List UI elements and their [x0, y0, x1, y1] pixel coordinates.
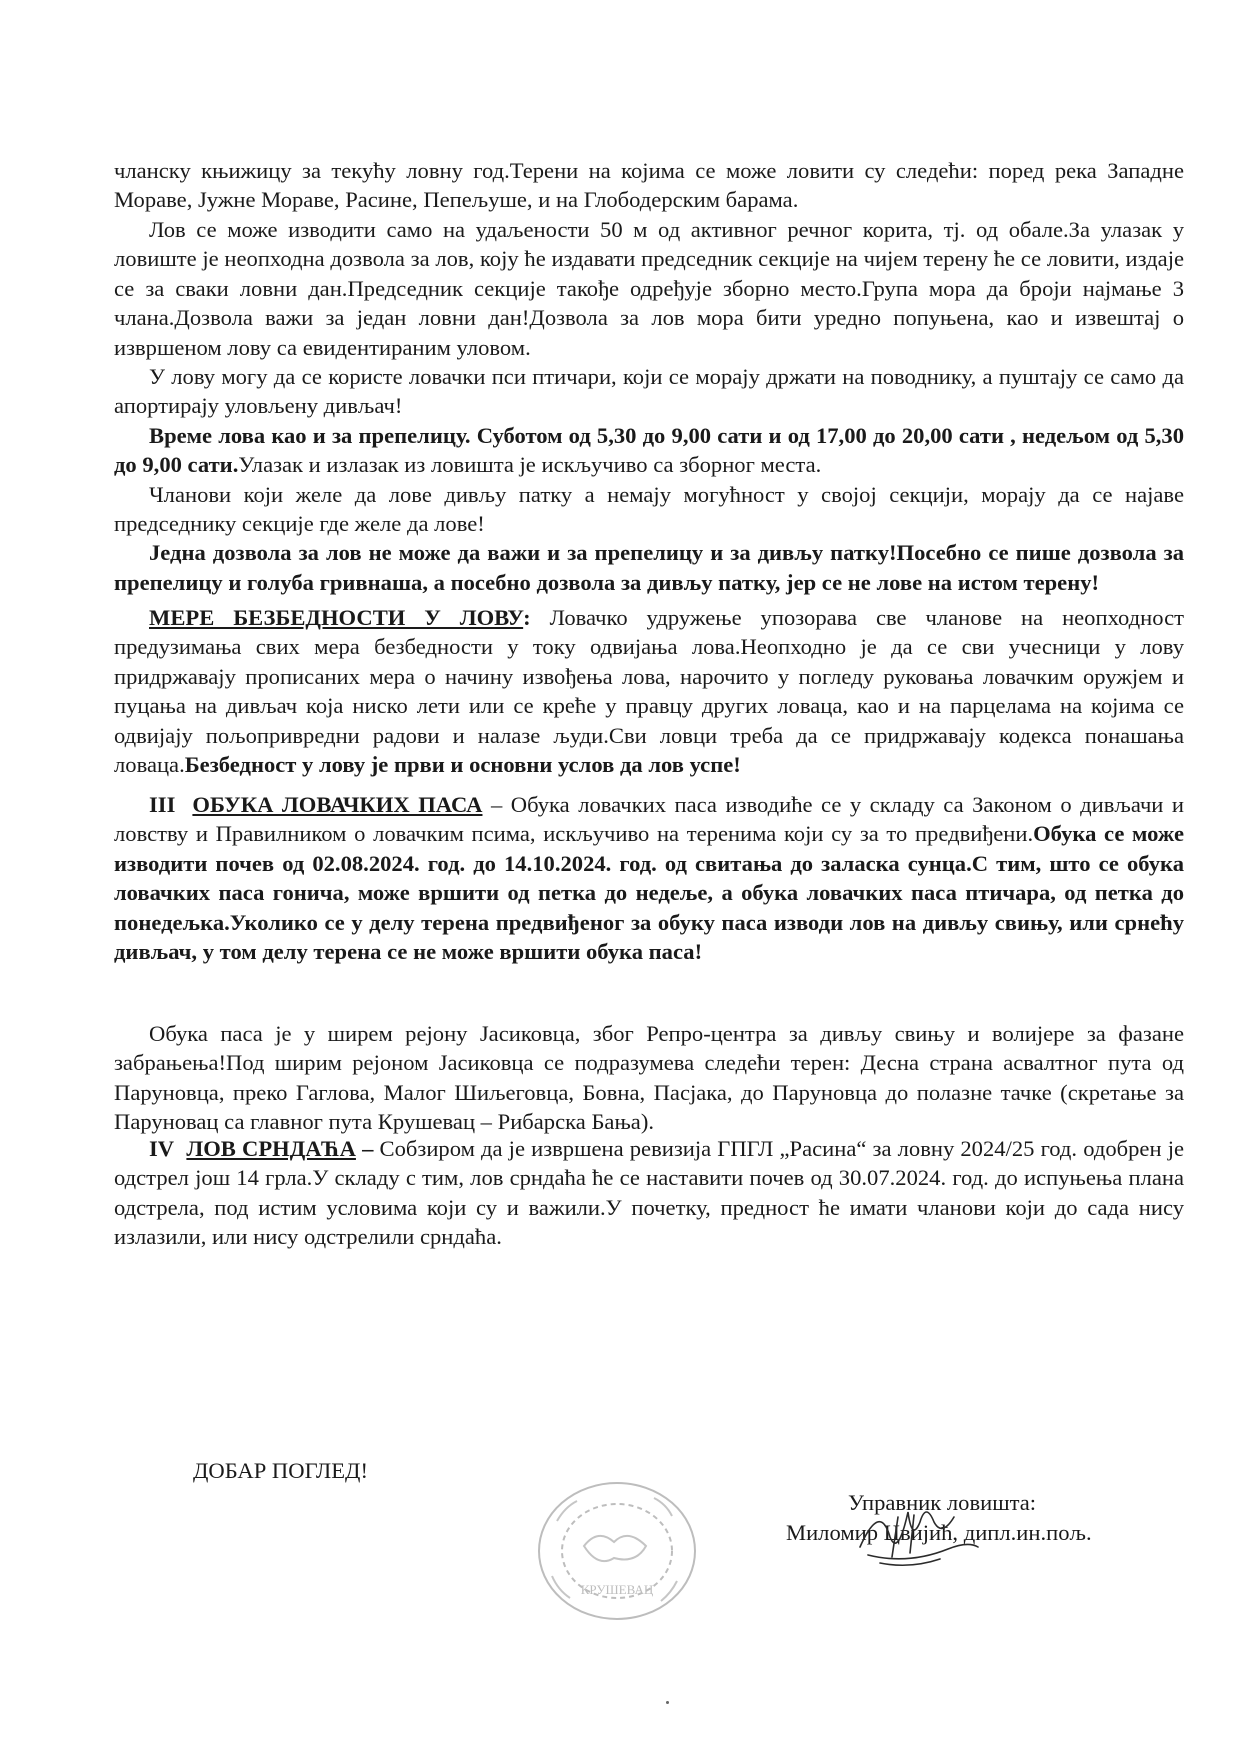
safety-heading-colon: : — [523, 605, 531, 630]
roe-number: IV — [149, 1136, 175, 1161]
safety-paragraph — [114, 603, 1184, 779]
safety-body: Ловачко удружење упозорава све чланове на неопходност предузимања свих мера безбедности у току одвијања лова.Неопходно је да се сви учесници у лову придржавају прописаних мера о начину извођења лова, нарочито у погледу руковања ловачким оружјем и пуцања на дивљач која ниско лети или се креће у правцу других ловаца, као и на парцелама на којима се одвијају пољопривредни радови и налазе људи.Сви ловци треба да се придржавају кодекса понашања ловаца. — [114, 605, 1185, 778]
training-heading: ОБУКА ЛОВАЧКИХ ПАСА — [192, 792, 483, 817]
permit-warning-paragraph: Једна дозвола за лов не може да важи и за препелицу и за дивљу патку!Посебно се пише дозвола за препелицу и голуба гривнаша, а посебно дозвола за дивљу патку, јер се не лове на истом терену! — [114, 540, 1184, 595]
official-stamp — [532, 1476, 702, 1626]
hunting-time-paragraph — [114, 421, 1184, 480]
hunting-rules-block — [114, 215, 1184, 597]
manager-title: Управник ловишта: — [848, 1490, 1037, 1515]
intro-block — [114, 156, 1184, 215]
roe-heading: ЛОВ СРНДАЋА — [186, 1136, 356, 1161]
training-area-section — [114, 1019, 1184, 1137]
roe-deer-section — [114, 1134, 1184, 1252]
dogs-paragraph: У лову могу да се користе ловачки пси птичари, који се морају држати на поводнику, а пуштају се само да апортирају уловљену дивљач! — [114, 364, 1184, 419]
intro-paragraph: чланску књижицу за текућу ловну год.Терени на којима се може ловити су следећи: поред река Западне Мораве, Јужне Мораве, Расине, Пепељуше, и на Глободерским барама. — [114, 158, 1184, 213]
scan-speck — [666, 1701, 669, 1704]
stamp-city-text: КРУШЕВАЦ — [580, 1582, 654, 1597]
hunting-time-rest: Улазак и излазак из ловишта је искључиво са зборног места. — [238, 452, 822, 478]
handwritten-signature — [840, 1497, 1000, 1577]
training-number: III — [149, 792, 176, 817]
hunting-time-bold: Време лова као и за препелицу. Суботом од 5,30 до 9,00 сати и од 17,00 до 20,00 сати , недељом од 5,30 до 9,00 сати. — [114, 422, 1184, 478]
members-paragraph: Чланови који желе да лове дивљу патку а немају могућност у својој секцији, морају да се најаве председнику секције где желе да лове! — [114, 481, 1184, 537]
training-bold-text: Обука се може изводити почев од 02.08.2024. год. до 14.10.2024. год. од свитања до заласка сунца.С тим, што се обука ловачких паса гонича, може вршити од петка до недеље, а обука ловачких паса птичара, од петка до понедељка.Уколико се у делу терена предвиђеног за обуку паса изводи лов на дивљу свињу, или срнећу дивљач, у том делу терена се не може вршити обука паса! — [114, 821, 1184, 965]
training-area-paragraph: Обука паса је у ширем рејону Јасиковца, због Репро-центра за дивљу свињу и волијере за фазане забрањења!Под ширим рејоном Јасиковца се подразумева следећи терен: Десна страна асвалтног пута од Паруновца, преко Гаглова, Малог Шиљеговца, Бовна, Пасјака, до Паруновца до полазне тачке (скретање за Паруновац са главног пута Крушевац – Рибарска Бања). — [114, 1021, 1184, 1135]
closing-greeting: ДОБАР ПОГЛЕД! — [193, 1458, 368, 1483]
training-paragraph — [114, 790, 1184, 966]
roe-dash: – — [355, 1136, 374, 1161]
training-dash-text: – Обука ловачких паса изводиће се у складу са Законом о дивљачи и ловству и Правилником о ловачким псима, искључиво на теренима који су за то предвиђени. — [114, 792, 1184, 847]
safety-bold-end: Безбедност у лову је први и основни услов да лов успе! — [184, 752, 741, 778]
training-section — [114, 790, 1184, 966]
roe-body: Собзиром да је извршена ревизија ГПГЛ „Расина“ за ловну 2024/25 год. одобрен је одстрел још 14 грла.У складу с тим, лов срндаћа ће се наставити почев од 30.07.2024. год. до испуњења плана одстрела, под истим условима који су и важили.У почетку, предност ће имати чланови који до сада нису излазили, или нису одстрелили срндаћа. — [114, 1136, 1184, 1250]
distance-paragraph: Лов се може изводити само на удаљености 50 м од активног речног корита, тј. од обале.За улазак у ловиште је неопходна дозвола за лов, коју ће издавати председник секције на чијем терену ће се ловити, издаје се за сваки ловни дан.Председник секције такође одређује зборно место.Група мора да броји најмање 3 члана.Дозвола важи за један ловни дан!Дозвола за лов мора бити уредно попуњена, као и извештај о извршеном лову са евидентираним уловом. — [114, 217, 1184, 360]
manager-name: Миломир Цвијић, дипл.ин.пољ. — [786, 1520, 1092, 1545]
safety-section — [114, 603, 1184, 779]
safety-heading: МЕРЕ БЕЗБЕДНОСТИ У ЛОВУ — [149, 605, 524, 630]
roe-deer-paragraph — [114, 1134, 1184, 1252]
